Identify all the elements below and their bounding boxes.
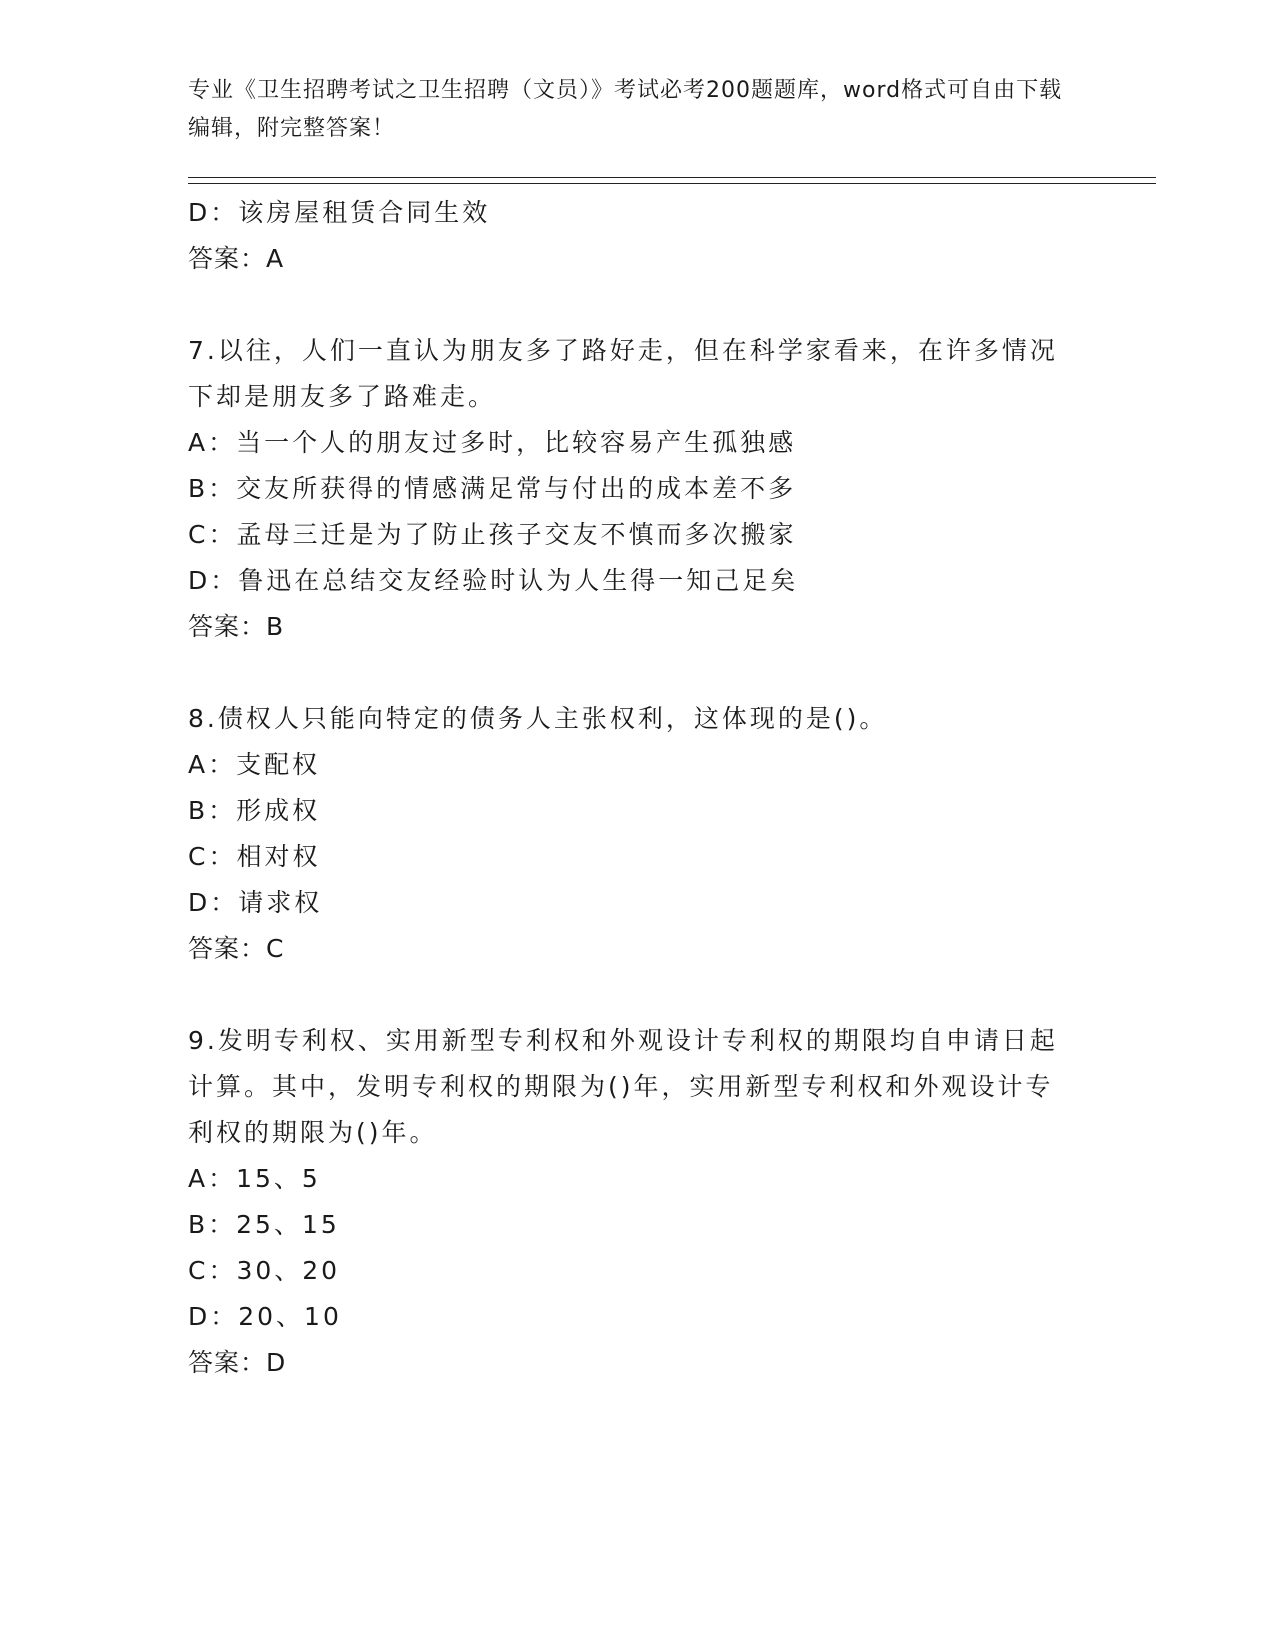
option-b: B：25、15 (188, 1210, 340, 1239)
option-d: D：请求权 (188, 888, 323, 917)
option-b: B：交友所获得的情感满足常与付出的成本差不多 (188, 474, 797, 503)
previous-question-tail (188, 190, 1088, 282)
question-8 (188, 696, 1088, 972)
option-a: A：当一个人的朋友过多时，比较容易产生孤独感 (188, 428, 797, 457)
option-c: C：相对权 (188, 842, 321, 871)
spacer (188, 282, 1088, 328)
answer-line: 答案：C (188, 934, 285, 963)
option-d: D：鲁迅在总结交友经验时认为人生得一知己足矣 (188, 566, 799, 595)
question-text: 8.债权人只能向特定的债务人主张权利，这体现的是()。 (188, 704, 888, 733)
answer-line: 答案：B (188, 612, 285, 641)
option-a: A：支配权 (188, 750, 321, 779)
option-a: A：15、5 (188, 1164, 321, 1193)
option-c: C：30、20 (188, 1256, 341, 1285)
question-9 (188, 1018, 1088, 1386)
question-content (188, 190, 1088, 1386)
document-header (188, 72, 1068, 148)
option-c: C：孟母三迁是为了防止孩子交友不慎而多次搬家 (188, 520, 797, 549)
question-text: 9.发明专利权、实用新型专利权和外观设计专利权的期限均自申请日起计算。其中，发明专利权的期限为()年，实用新型专利权和外观设计专利权的期限为()年。 (188, 1026, 1058, 1147)
answer-line: 答案：A (188, 244, 285, 273)
answer-line: 答案：D (188, 1348, 287, 1377)
spacer (188, 650, 1088, 696)
header-text: 专业《卫生招聘考试之卫生招聘（文员）》考试必考200题题库，word格式可自由下载编辑，附完整答案！ (188, 78, 1063, 141)
spacer (188, 972, 1088, 1018)
option-d: D：该房屋租赁合同生效 (188, 198, 491, 227)
question-7 (188, 328, 1088, 650)
header-divider-top (188, 177, 1156, 178)
header-divider-bottom (188, 183, 1156, 184)
question-text: 7.以往，人们一直认为朋友多了路好走，但在科学家看来，在许多情况下却是朋友多了路难走。 (188, 336, 1058, 411)
option-d: D：20、10 (188, 1302, 342, 1331)
option-b: B：形成权 (188, 796, 321, 825)
